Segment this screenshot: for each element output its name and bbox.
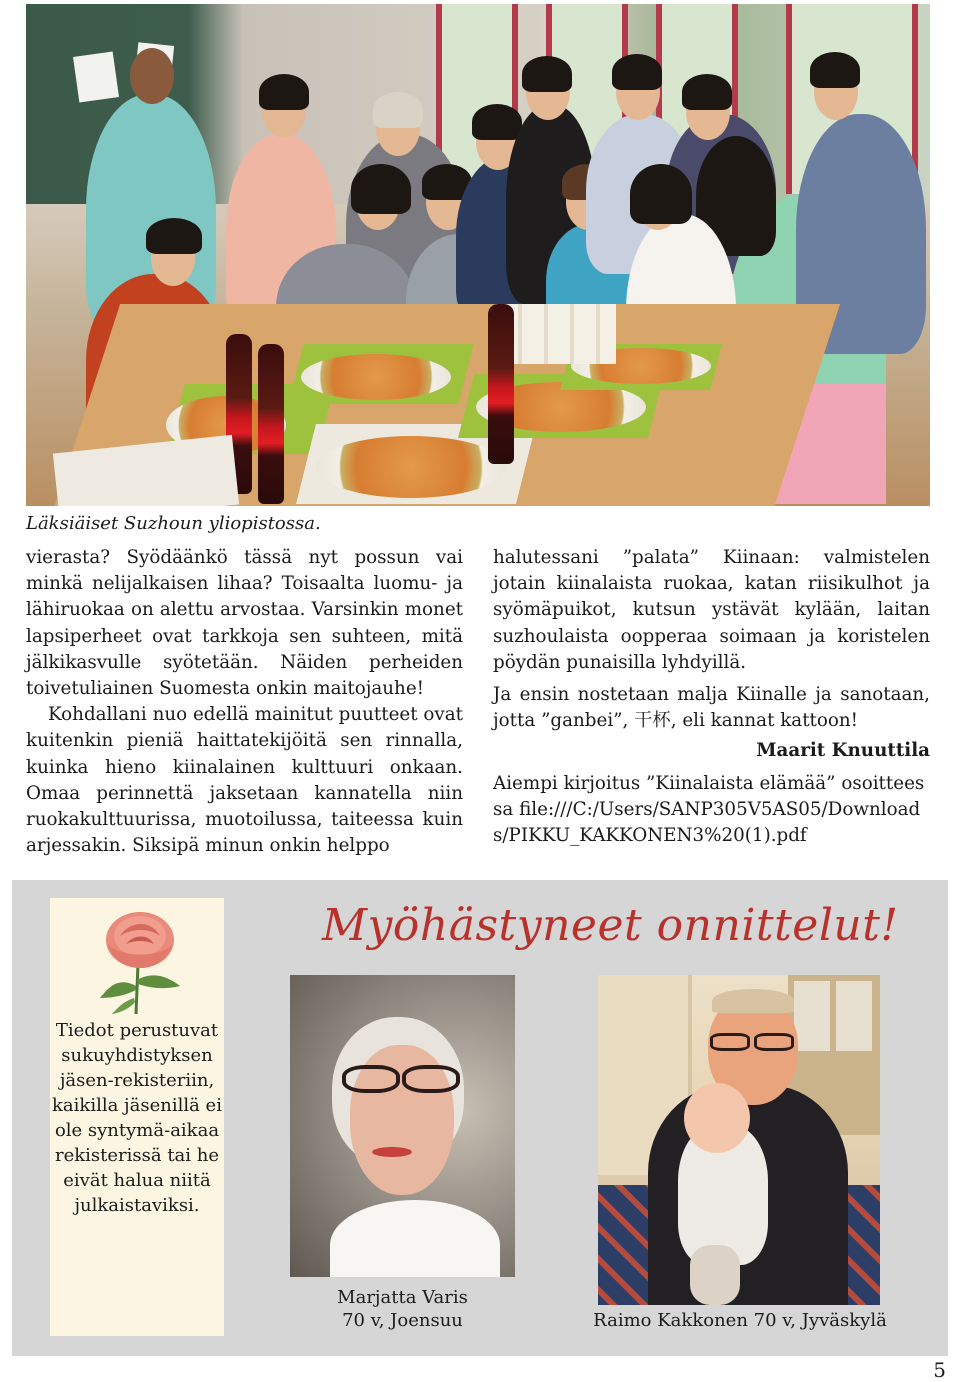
left-paragraph-1: vierasta? Syödäänkö tässä nyt possun vai minkä nelijalkaisen lihaa? Toisaalta luomu- ja lähiruokaa on alettu arvostaa. Varsinkin monet lapsiperheet ovat tarkkoja sen suhteen, mitä jälkikasvulle syötetään. Näiden perheiden toivetuliainen Suomesta onkin maitojauhe! [26,547,463,700]
portrait-marjatta-varis [290,975,515,1277]
group-photo [26,4,930,506]
info-text: Tiedot perustuvat sukuyhdistyksen jäsen-rekisteriin, kaikilla jäsenillä ei ole syntymä-aikaa rekisterissä tai he eivät halua niitä julkaistaviksi. [52,1020,222,1216]
portrait-raimo-kakkonen [598,975,880,1305]
right-paragraph-1: halutessani ”palata” Kiinaan: valmistelen jotain kiinalaista ruokaa, katan riisikulhot ja syömäpuikot, kutsun ystävät kylään, laitan suzhoulaista oopperaa soimaan ja koristelen pöydän punaisilla lyhdyillä. [493,547,930,673]
right-paragraph-2: Ja ensin nostetaan malja Kiinalle ja sanotaan, jotta ”ganbei”, 干杯, eli kannat kattoon! [493,684,930,732]
info-box [50,898,224,1336]
marjatta-name: Marjatta Varis [337,1287,468,1308]
caption-raimo: Raimo Kakkonen 70 v, Jyväskylä [593,1310,887,1331]
photo-caption: Läksiäiset Suzhoun yliopistossa. [26,513,321,534]
marjatta-detail: 70 v, Joensuu [342,1310,463,1331]
right-column [493,545,930,849]
previous-article-link[interactable]: Aiempi kirjoitus ”Kiinalaista elämää” osoitteessa file:///C:/Users/SANP305V5AS05/Downloads/PIKKU_KAKKONEN3%20(1).pdf [493,772,925,847]
left-column [26,545,463,859]
author-name: Maarit Knuuttila [756,740,930,762]
left-paragraph-2: Kohdallani nuo edellä mainitut puutteet ovat kuitenkin pieniä haittatekijöitä sen rinnalla, kuinka hieno kiinalainen kulttuuri onkaan. Omaa perinnettä jaksetaan kannatella niin ruokakulttuurissa, muotoilussa, taiteessa kuin arjessakin. Siksipä minun onkin helppo [26,704,463,857]
page-number: 5 [933,1358,946,1382]
rose-icon [90,906,190,1016]
congratulations-title: Myöhästyneet onnittelut! [322,900,899,951]
caption-marjatta [290,1286,515,1332]
